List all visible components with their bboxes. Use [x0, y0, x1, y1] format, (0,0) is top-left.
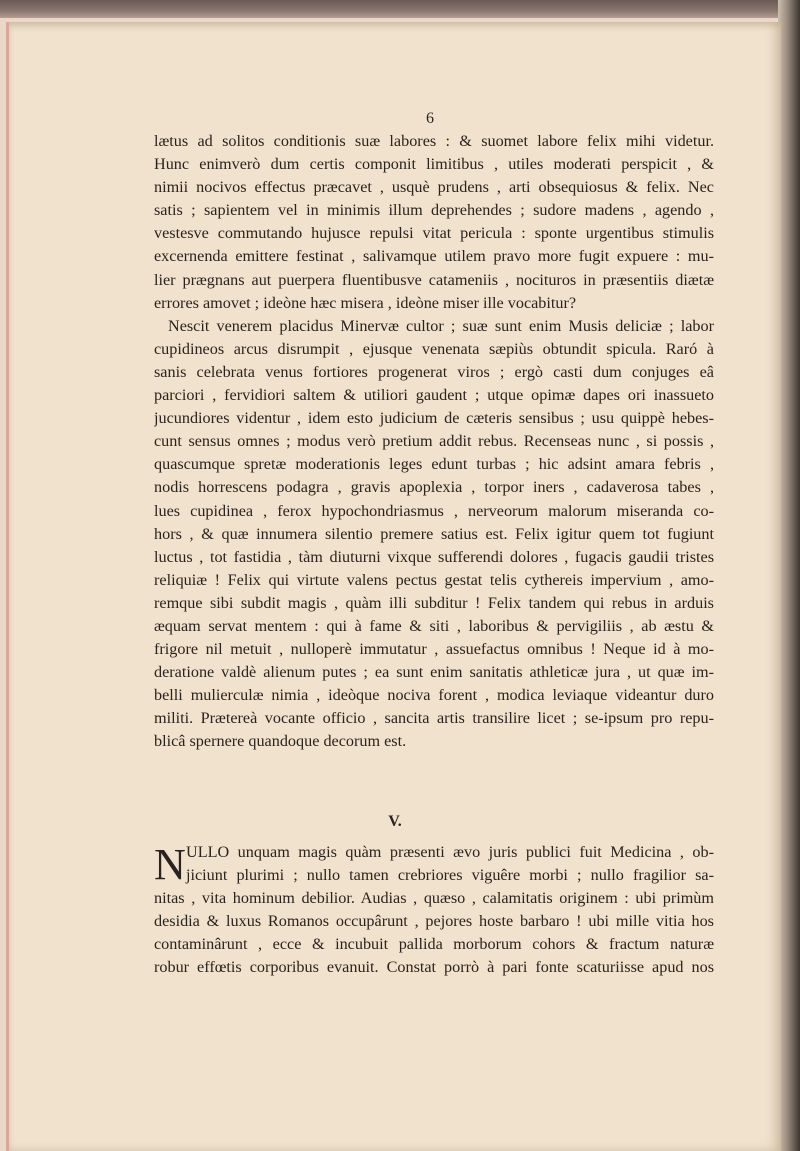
text-line: nimii nocivos effectus præcavet , usquè prudens , arti obsequiosus & felix. Nec — [154, 178, 714, 197]
text-line: vestesve commutando hujusce repulsi vitat pericula : sponte urgentibus stimulis — [154, 224, 714, 243]
text-line: nodis horrescens podagra , gravis apoplexia , torpor iners , cadaverosa tabes , — [154, 478, 714, 497]
text-line: lues cupidinea , ferox hypochondriasmus , nerveorum malorum miseranda co- — [154, 501, 714, 520]
text-line: frigore nil metuit , nulloperè immutatur , assuefactus omnibus ! Neque id à mo- — [154, 640, 714, 659]
text-line: remque sibi subdit magis , quàm illi subditur ! Felix tandem qui rebus in arduis — [154, 593, 714, 612]
text-line: deratione valdè alienum putes ; ea sunt enim sanitatis athleticæ jura , ut quæ im- — [154, 663, 714, 682]
book-spine-edge — [778, 0, 800, 1151]
text-line: robur effœtis corporibus evanuit. Constat porrò à pari fonte scaturiisse apud nos — [154, 958, 714, 977]
text-line: contaminârunt , ecce & incubuit pallida morborum cohors & fractum naturæ — [154, 935, 714, 954]
text-line: æquam servat mentem : qui à fame & siti , laboribus & pervigiliis , ab æstu & — [154, 616, 714, 635]
text-line: satis ; sapientem vel in minimis illum deprehendes ; sudore madens , agendo , — [154, 201, 714, 220]
text-line: luctus , tot fastidia , tàm diuturni vixque sufferendi dolores , fugacis gaudii tristes — [154, 547, 714, 566]
text-line: jiciunt plurimi ; nullo tamen crebriores viguêre morbi ; nullo fragilior sa- — [186, 866, 714, 885]
drop-cap: N — [154, 840, 186, 889]
text-line: lier prægnans aut puerpera fluentibusve catameniis , nocituros in præsentiis diætæ — [154, 270, 714, 289]
page-sheet — [6, 22, 781, 1151]
text-line: desidia & luxus Romanos occupârunt , pejores hoste barbaro ! ubi mille vitia hos — [154, 912, 714, 931]
text-line: reliquiæ ! Felix qui virtute valens pectus gestat telis cythereis impervium , amo- — [154, 570, 714, 589]
text-line: cunt sensus omnes ; modus verò pretium addit rebus. Recenseas nunc , si possis , — [154, 432, 714, 451]
text-line: errores amovet ; ideòne hæc misera , ideòne miser ille vocabitur? — [154, 293, 577, 312]
book-binding-top — [0, 0, 800, 18]
text-line: hors , & quæ innumera silentio premere satius est. Felix igitur quem tot fugiunt — [154, 524, 714, 543]
text-line: Nescit venerem placidus Minervæ cultor ; suæ sunt enim Musis deliciæ ; labor — [168, 316, 714, 335]
section-v-text — [154, 841, 714, 980]
paragraph-block — [154, 130, 714, 754]
text-line: excernenda emittere festinat , salivamque utilem pravo more fugit expuere : mu- — [154, 247, 714, 266]
text-line: Hunc enimverò dum certis componit limitibus , utiles moderati perspicit , & — [154, 155, 714, 174]
text-line: cupidineos arcus disrumpit , ejusque venenata sæpiùs obtundit spicula. Raró à — [154, 339, 714, 358]
text-line: blicâ spernere quandoque decorum est. — [154, 732, 407, 751]
paragraph-2 — [154, 315, 714, 754]
paragraph-1 — [154, 130, 714, 315]
text-line: ULLO unquam magis quàm præsenti ævo juris publici fuit Medicina , ob- — [186, 843, 714, 861]
text-line: parciori , fervidiori saltem & utiliori gaudent ; utque opimæ dapes ori inassueto — [154, 386, 714, 405]
text-line: lætus ad solitos conditionis suæ labores : & suomet labore felix mihi videtur. — [154, 132, 714, 150]
text-line: sanis celebrata venus fortiores progenerat viros ; ergò casti dum conjuges eâ — [154, 362, 714, 381]
text-line: jucundiores videntur , idem esto judicium de cæteris sensibus ; usu quippè hebes- — [154, 409, 714, 428]
text-line: quascumque spretæ moderationis leges edunt turbas ; hic adsint amara febris , — [154, 455, 714, 474]
section-heading: V. — [388, 813, 402, 830]
text-line: nitas , vita hominum debilior. Audias , quæso , calamitatis originem : ubi primùm — [154, 889, 714, 908]
text-line: militi. Prætereà vocante officio , sancita artis transilire licet ; se-ipsum pro repu- — [154, 709, 714, 728]
page-number: 6 — [426, 110, 434, 127]
text-line: belli mulierculæ nimia , ideòque nociva forent , modica leviaque videantur duro — [154, 686, 714, 705]
